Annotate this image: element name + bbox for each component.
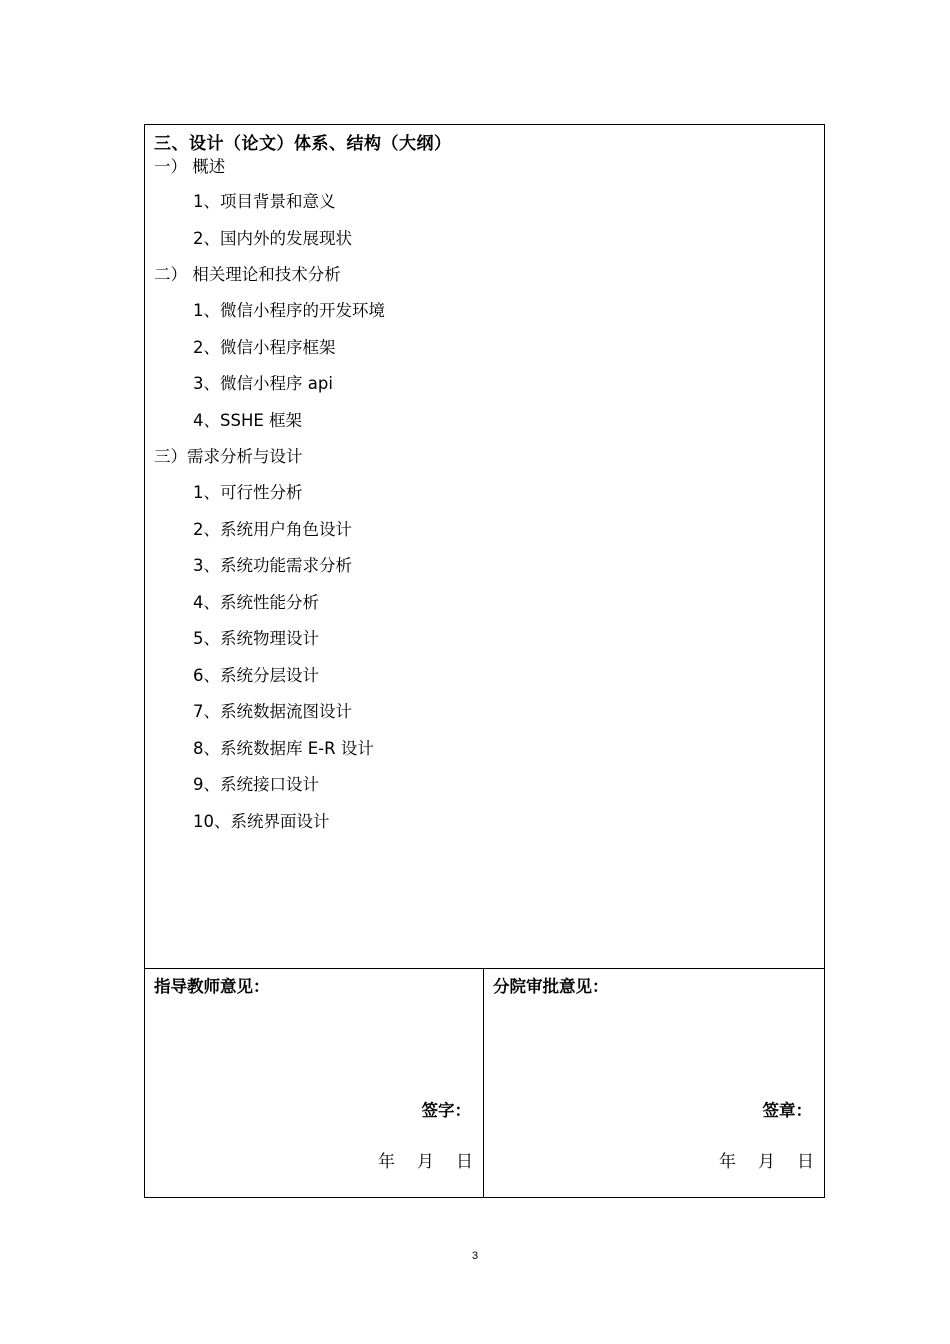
year-label: 年 bbox=[378, 1152, 395, 1172]
day-label: 日 bbox=[797, 1152, 814, 1172]
advisor-date-row bbox=[356, 1147, 473, 1172]
outline-item: 10、系统界面设计 bbox=[193, 812, 330, 831]
outline-item: 9、系统接口设计 bbox=[193, 775, 319, 794]
outline-item: 2、国内外的发展现状 bbox=[193, 229, 352, 248]
outline-item: 1、微信小程序的开发环境 bbox=[193, 301, 385, 320]
advisor-opinion-cell bbox=[145, 969, 484, 1197]
outline-item: 7、系统数据流图设计 bbox=[193, 702, 352, 721]
year-label: 年 bbox=[719, 1152, 736, 1172]
month-label: 月 bbox=[417, 1152, 434, 1172]
outline-item: 8、系统数据库 E-R 设计 bbox=[193, 739, 374, 758]
section-heading: 三、设计（论文）体系、结构（大纲） bbox=[154, 134, 452, 154]
outline-item: 2、系统用户角色设计 bbox=[193, 520, 352, 539]
outline-item: 5、系统物理设计 bbox=[193, 629, 319, 648]
form-table bbox=[144, 124, 825, 1198]
section-title-requirements: 三）需求分析与设计 bbox=[154, 447, 303, 466]
month-label: 月 bbox=[758, 1152, 775, 1172]
outline-item: 4、系统性能分析 bbox=[193, 593, 319, 612]
outline-item: 3、系统功能需求分析 bbox=[193, 556, 352, 575]
department-seal-label: 签章： bbox=[762, 1101, 812, 1120]
day-label: 日 bbox=[456, 1152, 473, 1172]
outline-item: 6、系统分层设计 bbox=[193, 666, 319, 685]
department-opinion-label: 分院审批意见： bbox=[493, 977, 609, 996]
section-title-theory: 二） 相关理论和技术分析 bbox=[154, 265, 341, 284]
advisor-signature-label: 签字： bbox=[421, 1101, 471, 1120]
outline-item: 1、项目背景和意义 bbox=[193, 192, 336, 211]
department-date-row bbox=[697, 1147, 814, 1172]
advisor-opinion-label: 指导教师意见： bbox=[154, 977, 270, 996]
outline-item: 1、可行性分析 bbox=[193, 483, 303, 502]
outline-item: 4、SSHE 框架 bbox=[193, 411, 303, 430]
section-title-overview: 一） 概述 bbox=[154, 157, 226, 176]
outline-item: 2、微信小程序框架 bbox=[193, 338, 336, 357]
outline-item: 3、微信小程序 api bbox=[193, 374, 333, 393]
outline-cell bbox=[145, 125, 824, 969]
department-opinion-cell bbox=[484, 969, 824, 1197]
page-number: 3 bbox=[471, 1250, 479, 1262]
